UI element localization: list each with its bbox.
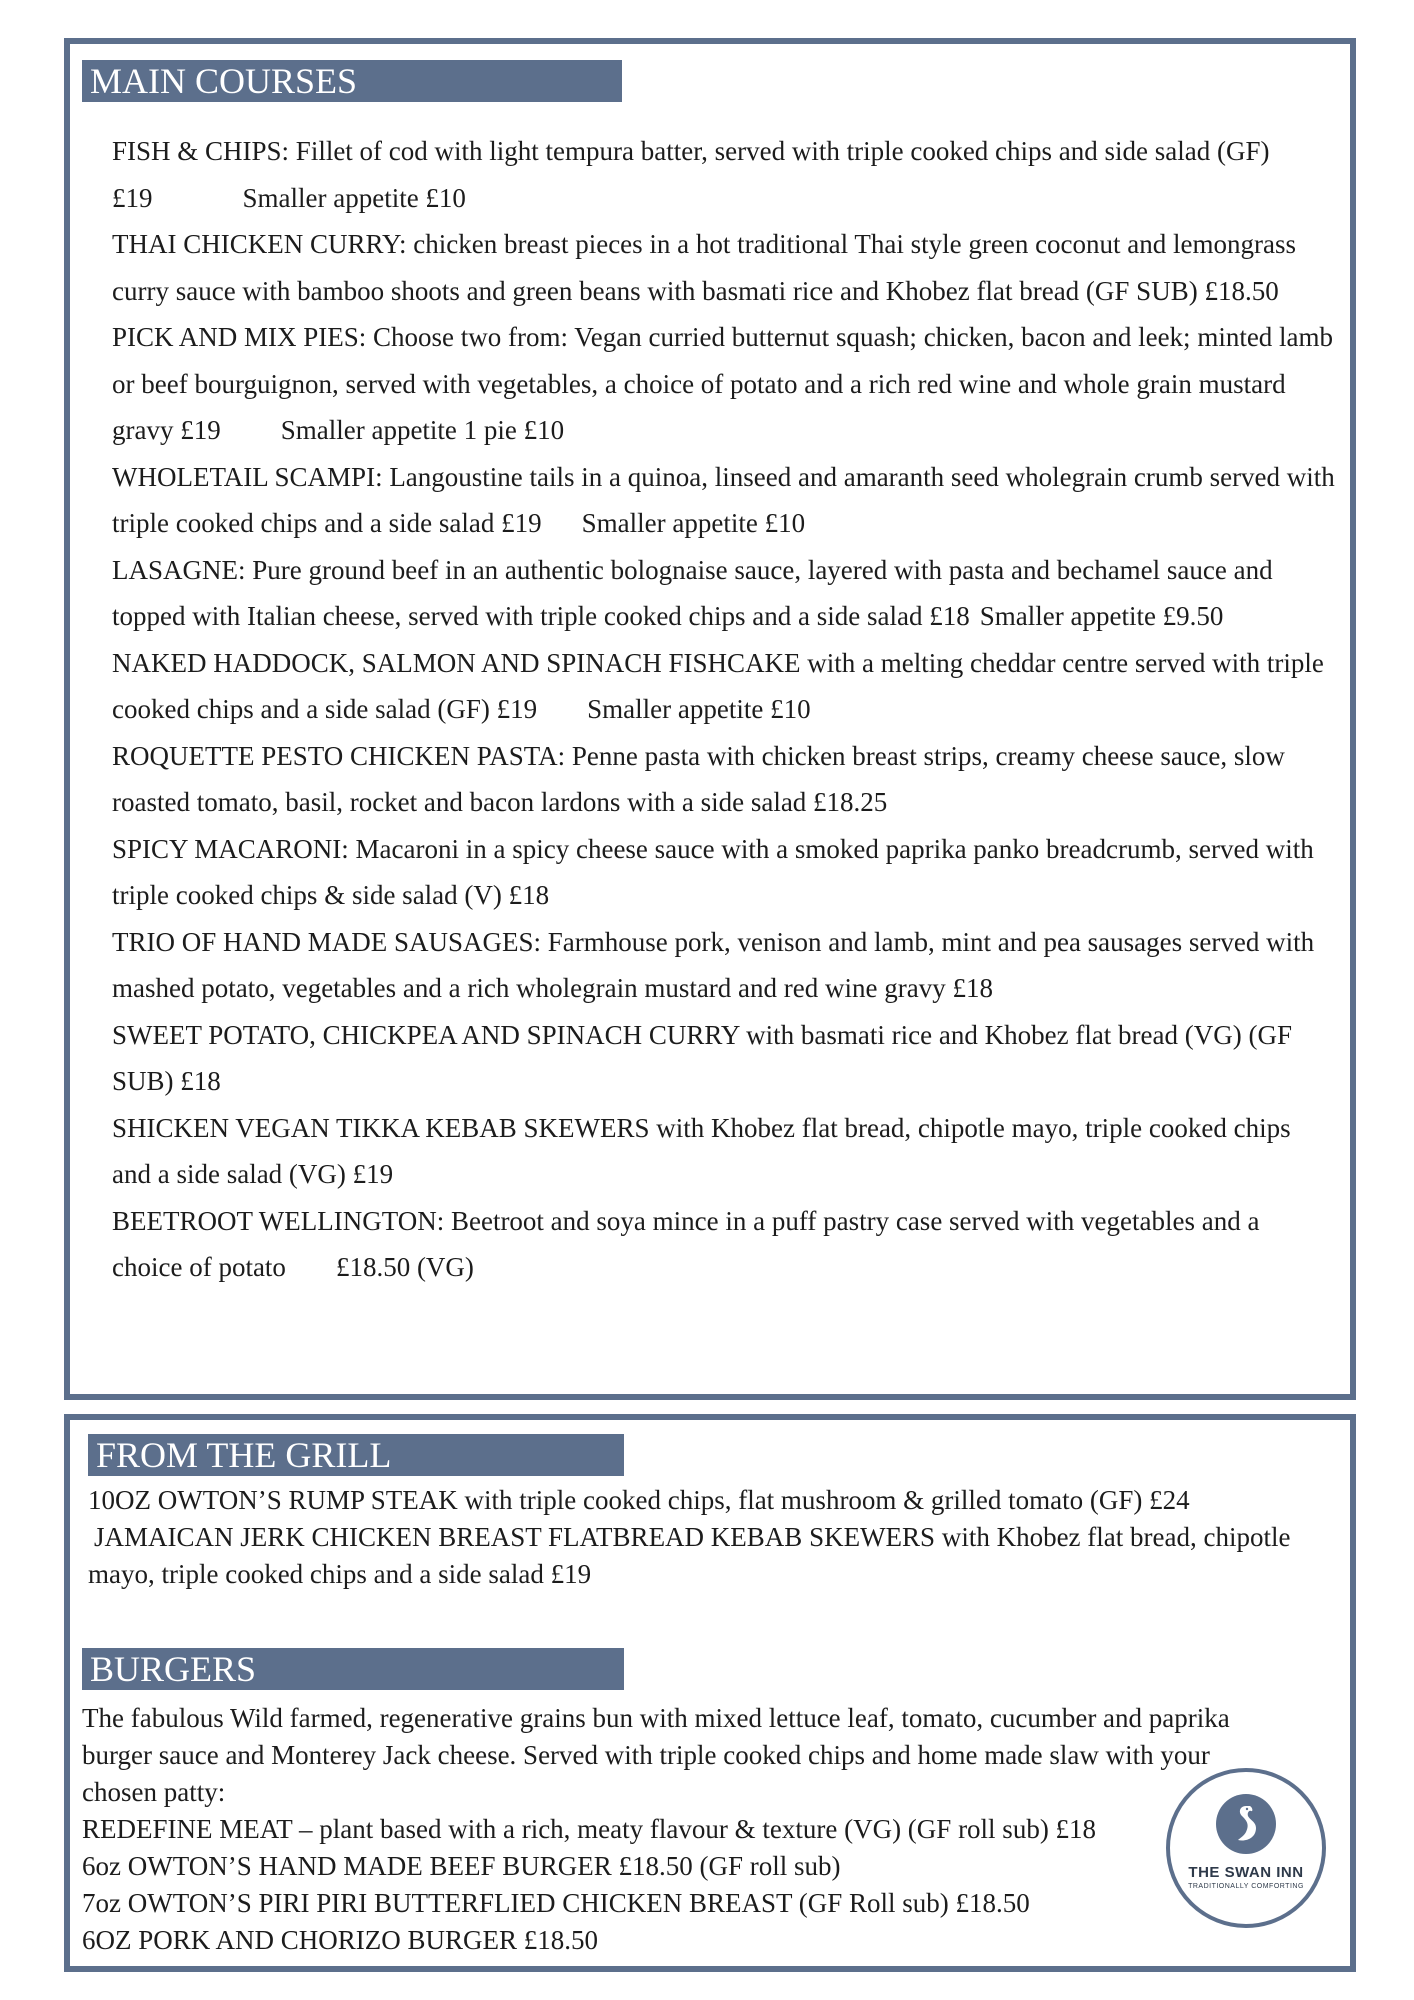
item-description: LASAGNE: Pure ground beef in an authentic bolognaise sauce, layered with pasta and bechamel sauce and topped with Italian cheese, served with triple cooked chips and a side salad £18 <box>112 554 1273 631</box>
item-description: SPICY MACARONI: Macaroni in a spicy cheese sauce with a smoked paprika panko breadcrumb, served with triple cooked chips & side salad (V) £18 <box>112 833 1314 910</box>
menu-item-fish-and-chips <box>112 128 1336 221</box>
item-price: £18.50 (VG) <box>335 1252 474 1282</box>
grill-list <box>88 1482 1350 1593</box>
item-smaller-appetite: Smaller appetite £10 <box>587 694 811 724</box>
item-description: TRIO OF HAND MADE SAUSAGES: Farmhouse pork, venison and lamb, mint and pea sausages served with mashed potato, vegetables and a rich wholegrain mustard and red wine gravy £18 <box>112 926 1315 1003</box>
item-description: BEETROOT WELLINGTON: Beetroot and soya mince in a puff pastry case served with vegetables and a choice of potato <box>112 1205 1260 1282</box>
menu-item-roquette-pesto-chicken-pasta <box>112 733 1336 826</box>
menu-item-wholetail-scampi <box>112 454 1336 547</box>
item-description: PICK AND MIX PIES: Choose two from: Vegan curried butternut squash; chicken, bacon and leek; minted lamb or beef bourguignon, served with vegetables, a choice of potato and a rich red wine and whole grain mustard gravy £19 <box>112 322 1334 445</box>
item-description: WHOLETAIL SCAMPI: Langoustine tails in a quinoa, linseed and amaranth seed wholegrain crumb served with triple cooked chips and a side salad £19 <box>112 461 1335 538</box>
item-description: SHICKEN VEGAN TIKKA KEBAB SKEWERS with Khobez flat bread, chipotle mayo, triple cooked chips and a side salad (VG) £19 <box>112 1112 1291 1189</box>
menu-item-spicy-macaroni <box>112 826 1336 919</box>
item-description: NAKED HADDOCK, SALMON AND SPINACH FISHCAKE with a melting cheddar centre served with triple cooked chips and a side salad (GF) £19 <box>112 647 1324 724</box>
menu-item-lasagne <box>112 547 1336 640</box>
burgers-intro: The fabulous Wild farmed, regenerative grains bun with mixed lettuce leaf, tomato, cucumber and paprika burger sauce and Monterey Jack cheese. Served with triple cooked chips and home made slaw with your chosen patty: <box>82 1703 1230 1807</box>
grill-item-rump-steak: 10OZ OWTON’S RUMP STEAK with triple cooked chips, flat mushroom & grilled tomato (GF) £24 <box>88 1485 1190 1515</box>
burgers-heading: BURGERS <box>82 1648 624 1690</box>
grill-item-jerk-chicken: JAMAICAN JERK CHICKEN BREAST FLATBREAD KEBAB SKEWERS with Khobez flat bread, chipotle mayo, triple cooked chips and a side salad £19 <box>88 1522 1291 1589</box>
menu-item-trio-of-sausages <box>112 919 1336 1012</box>
menu-item-shicken-vegan-tikka <box>112 1105 1336 1198</box>
burger-item-beef-burger: 6oz OWTON’S HAND MADE BEEF BURGER £18.50 (GF roll sub) <box>82 1851 841 1881</box>
burgers-content <box>82 1700 1252 1959</box>
menu-item-beetroot-wellington <box>112 1198 1336 1291</box>
swan-icon <box>1216 1794 1276 1854</box>
logo-tagline: TRADITIONALLY COMFORTING <box>1188 1883 1304 1890</box>
item-price: £19 <box>112 182 153 213</box>
logo-name: THE SWAN INN <box>1188 1864 1304 1881</box>
main-courses-heading: MAIN COURSES <box>82 60 622 102</box>
item-description: FISH & CHIPS: Fillet of cod with light tempura batter, served with triple cooked chips and side salad (GF) <box>112 136 1270 166</box>
menu-item-fishcake <box>112 640 1336 733</box>
item-smaller-appetite: Smaller appetite £10 <box>581 508 806 538</box>
item-smaller-appetite: Smaller appetite £9.50 <box>979 601 1224 631</box>
swan-inn-logo <box>1166 1768 1326 1928</box>
menu-item-sweet-potato-curry <box>112 1012 1336 1105</box>
item-description: ROQUETTE PESTO CHICKEN PASTA: Penne pasta with chicken breast strips, creamy cheese sauce, slow roasted tomato, basil, rocket and bacon lardons with a side salad £18.25 <box>112 740 1285 817</box>
main-courses-list <box>112 128 1336 1291</box>
item-smaller-appetite: Smaller appetite 1 pie £10 <box>280 415 565 445</box>
item-description: SWEET POTATO, CHICKPEA AND SPINACH CURRY with basmati rice and Khobez flat bread (VG) (GF SUB) £18 <box>112 1019 1292 1096</box>
burger-item-piri-piri-chicken: 7oz OWTON’S PIRI PIRI BUTTERFLIED CHICKEN BREAST (GF Roll sub) £18.50 <box>82 1888 1030 1918</box>
burger-list <box>82 1811 1252 1959</box>
grill-and-burgers-section <box>64 1414 1356 1972</box>
main-courses-section <box>64 38 1356 1400</box>
grill-heading: FROM THE GRILL <box>88 1434 624 1476</box>
menu-item-pick-and-mix-pies <box>112 314 1336 454</box>
burger-item-pork-chorizo: 6OZ PORK AND CHORIZO BURGER £18.50 <box>82 1925 599 1955</box>
menu-item-thai-chicken-curry <box>112 221 1336 314</box>
item-smaller-appetite: Smaller appetite £10 <box>242 182 466 213</box>
burger-item-redefine-meat: REDEFINE MEAT – plant based with a rich, meaty flavour & texture (VG) (GF roll sub) £18 <box>82 1814 1097 1844</box>
item-description: THAI CHICKEN CURRY: chicken breast pieces in a hot traditional Thai style green coconut and lemongrass curry sauce with bamboo shoots and green beans with basmati rice and Khobez flat bread (GF SUB) £18.50 <box>112 229 1296 306</box>
